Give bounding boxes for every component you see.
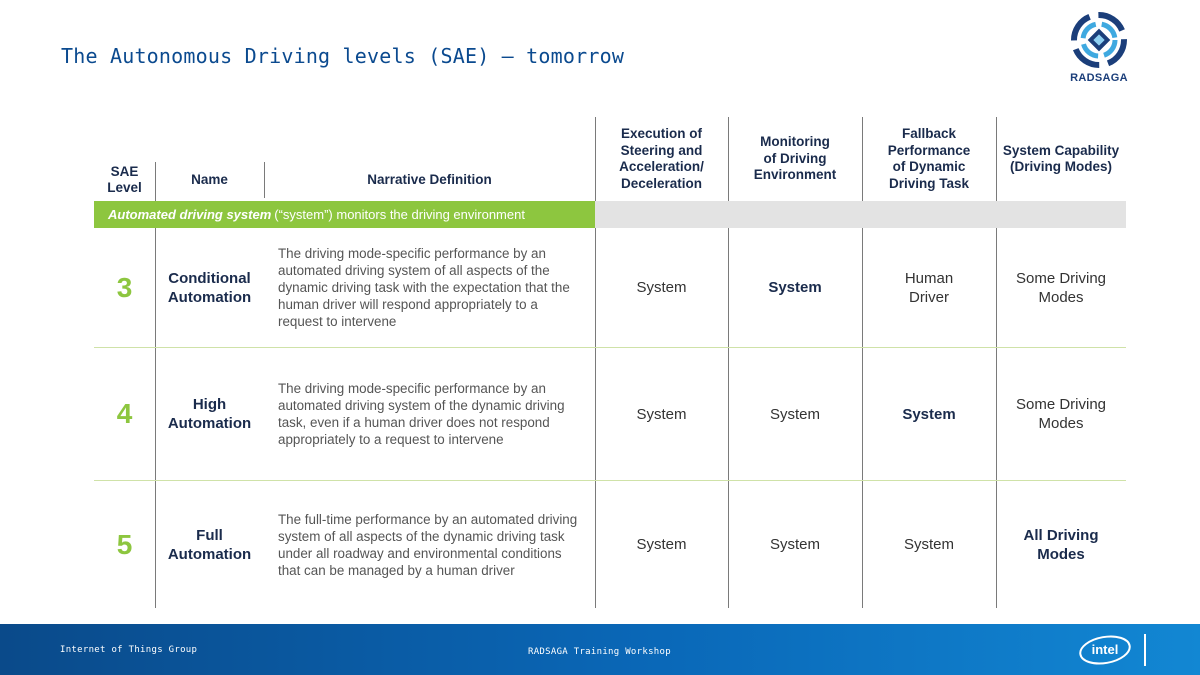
cell-capability: Some Driving Modes — [1015, 269, 1107, 306]
level-name: Full Automation — [167, 526, 252, 563]
band-emphasis: Automated driving system — [108, 207, 272, 222]
cell-monitoring: System — [769, 536, 820, 553]
level-narrative: The full-time performance by an automated driving system of all aspects of the dynamic driving task under all roadway and environmental conditions that can be managed by a human driver — [278, 511, 578, 578]
footer-bar — [0, 624, 1200, 675]
level-narrative: The driving mode-specific performance by an automated driving system of the dynamic driving task, even if a human driver does not respond appropriately to a request to intervene — [278, 381, 565, 447]
intel-logo — [1078, 632, 1148, 668]
radsaga-logo-icon — [1069, 12, 1129, 70]
header-fallback: Fallback Performance of Dynamic Driving Task — [887, 126, 971, 191]
radsaga-logo — [1066, 12, 1132, 90]
band-text: (“system”) monitors the driving environment — [274, 207, 525, 222]
sae-levels-table — [94, 112, 1126, 608]
header-sae-level: SAE Level — [107, 163, 142, 195]
slide-title: The Autonomous Driving levels (SAE) – tomorrow — [61, 44, 625, 68]
cell-fallback: System — [902, 405, 956, 423]
header-execution: Execution of Steering and Acceleration/ Deceleration — [619, 126, 704, 191]
cell-monitoring: System — [769, 405, 820, 423]
cell-capability: All Driving Modes — [1023, 526, 1099, 563]
intel-logo-text: intel — [1091, 642, 1119, 657]
header-narrative: Narrative Definition — [367, 171, 492, 187]
radsaga-logo-text: RADSAGA — [1070, 72, 1128, 84]
intel-logo-icon — [1078, 632, 1148, 668]
header-monitoring: Monitoring of Driving Environment — [753, 134, 837, 183]
level-number: 3 — [116, 271, 133, 303]
cell-monitoring: System — [768, 279, 822, 296]
level-narrative: The driving mode-specific performance by an automated driving system of all aspects of the dynamic driving task with the expectation that the human driver will respond appropriately to a request to intervene — [278, 246, 570, 329]
level-name: High Automation — [167, 396, 252, 432]
header-name: Name — [191, 171, 228, 187]
cell-execution: System — [636, 536, 687, 553]
level-number: 5 — [116, 528, 133, 560]
footer-group-label: Internet of Things Group — [60, 645, 198, 655]
level-name: Conditional Automation — [167, 269, 252, 306]
cell-fallback: System — [903, 536, 954, 553]
automation-band — [94, 201, 595, 228]
cell-fallback: Human Driver — [904, 269, 954, 306]
footer-workshop-label: RADSAGA Training Workshop — [528, 647, 671, 657]
band-gray-fill — [595, 201, 1126, 228]
cell-execution: System — [636, 405, 687, 423]
header-capability: System Capability (Driving Modes) — [1002, 142, 1120, 174]
cell-execution: System — [636, 279, 687, 296]
level-number: 4 — [116, 398, 133, 429]
cell-capability: Some Driving Modes — [1015, 396, 1107, 432]
